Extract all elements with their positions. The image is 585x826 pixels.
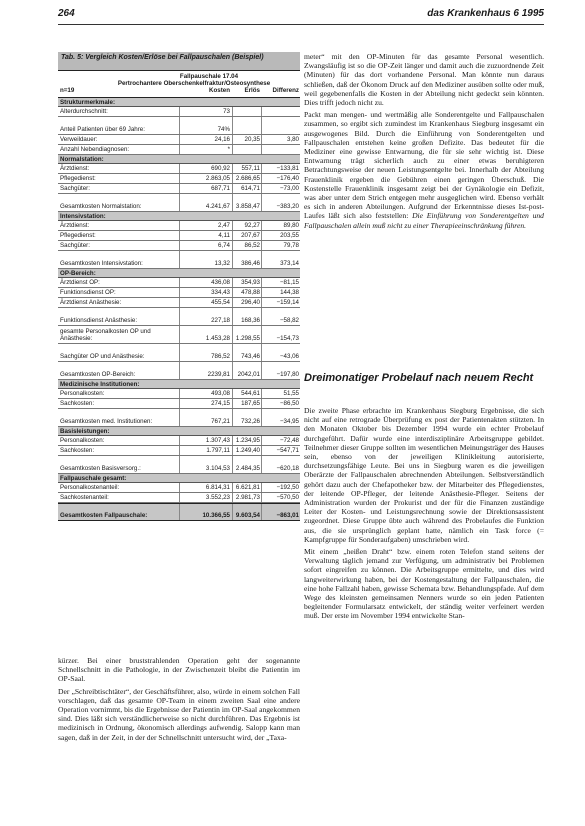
table-row: [58, 117, 300, 135]
cell-kosten: 786,52: [211, 353, 230, 360]
table-row: [58, 308, 300, 326]
right-column-top-text: [304, 52, 544, 233]
row-label: gesamte Personalkosten OP und Anästhesie:: [60, 328, 151, 342]
page-header: [58, 8, 544, 22]
table-row: [58, 409, 300, 427]
table-section-header: Fallpauschale gesamt:: [58, 474, 300, 483]
table-total-row: [58, 503, 300, 521]
table-row: [58, 399, 300, 409]
cell-kosten: 767,21: [211, 418, 230, 425]
cell-erloes: 92,27: [244, 222, 260, 229]
right-column-main-text: [304, 406, 544, 624]
cell-erloes: 6.621,81: [235, 484, 260, 491]
cell-erloes: 478,88: [241, 289, 260, 296]
total-label: Gesamtkosten Fallpauschale:: [60, 512, 148, 519]
cell-differenz: 144,38: [280, 289, 299, 296]
table-row: [58, 174, 300, 184]
row-label: Funktionsdienst Anästhesie:: [60, 317, 138, 324]
table-section-header: Medizinische Institutionen:: [58, 380, 300, 389]
page-number: 264: [58, 8, 75, 19]
cell-differenz: −72,48: [279, 437, 299, 444]
cell-erloes: 187,65: [241, 400, 260, 407]
cell-kosten: 13,32: [214, 260, 230, 267]
cell-erloes: 2.484,35: [235, 465, 260, 472]
paragraph: Mit einem „heißen Draht“ bzw. einem roten Telefon stand seitens der Verwaltung täglich jemand zur Verfügung, um administrativ bei Problemen sofort eingreifen zu können. Die Arbeitsgruppe ermittelte, und dies wird langweiterwirkung haben, bei der Kostengestaltung der Fallpauschalen, die eine hohe Fallzahl haben, gewisse Schemata bzw. Behandlungspfade. Auf dem Wege des kleinsten gemeinsamen Nenners wurde so ein jeden Patienten begleitender Formularsatz entwickelt, der ständig weiter verfeinert werden muß. Der erste im November 1994 entwickelte Stan-: [304, 547, 544, 621]
table-section-header: OP-Bereich:: [58, 269, 300, 278]
table-row: [58, 326, 300, 344]
cell-kosten: 2.863,05: [205, 175, 230, 182]
cell-erloes: 614,71: [241, 185, 260, 192]
row-label: Sachgüter OP und Anästhesie:: [60, 353, 145, 360]
row-label: Gesamtkosten Normalstation:: [60, 203, 142, 210]
table-row: [58, 194, 300, 212]
cell-erloes: 1.234,95: [235, 437, 260, 444]
row-label: Alterdurchschnitt:: [60, 108, 108, 115]
table-column-headers: [58, 87, 300, 95]
cell-differenz: −570,50: [276, 494, 299, 501]
cell-kosten: 2239,81: [207, 371, 230, 378]
cell-differenz: −620,18: [276, 465, 299, 472]
paragraph: meter“ mit den OP-Minuten für das gesamte Personal wesentlich. Zwangsläufig ist so die OP-Zeit länger und damit auch die zuzuordnende Zeit (Minuten) für das dort vorhandene Personal. Man könnte nun daraus schließen, daß der Ökonom Druck auf den Mediziner ausüben sollte oder muß, weil gegebenenfalls die Kosten in der Abteilung nicht gedeckt sein könnten. Dies trifft jedoch nicht zu.: [304, 52, 544, 108]
cell-differenz: −159,14: [276, 299, 299, 306]
row-label: Sachkosten:: [60, 447, 95, 454]
cell-erloes: 3.858,47: [235, 203, 260, 210]
header-rule: [58, 24, 544, 25]
row-label: Pflegedienst:: [60, 232, 96, 239]
table-row: [58, 362, 300, 380]
cost-comparison-table: [58, 52, 300, 521]
table-row: [58, 278, 300, 288]
cell-erloes: 732,26: [241, 418, 260, 425]
table-section-header: Intensivstation:: [58, 212, 300, 221]
cell-differenz: 373,14: [280, 260, 299, 267]
total-differenz: −863,01: [276, 512, 299, 519]
cell-kosten: *: [227, 146, 230, 153]
cell-kosten: 493,08: [211, 390, 230, 397]
cell-erloes: 743,46: [241, 353, 260, 360]
row-label: Pflegedienst:: [60, 175, 96, 182]
cell-kosten: 690,92: [211, 165, 230, 172]
row-label: Gesamtkosten Intensivstation:: [60, 260, 143, 267]
row-label: Ärztdienst Anästhesie:: [60, 299, 122, 306]
paragraph: Die zweite Phase erbrachte im Krankenhaus Siegburg Ergebnisse, die sich nicht auf eine retrograde Überprüfung ex post der Patientenakten stützten. In den Monaten Oktober bis Dezember 1994 wurde ein echter Probelauf durchgeführt. Dafür wurde eine interdisziplinäre Arbeitsgruppe gebildet. Teilnehmer dieser Gruppe sollten im wesentlichen Meinungsträger des Hauses sein, ebenso von der jeweiligen Klinikleitung autorisierte, durchsetzungsfähige Leute. Bei uns in Siegburg waren es die jeweiligen Oberärzte der Fallpauschalen abrechnenden Abteilungen. Selbstverständlich gehört dazu auch der Chefapotheker bzw. der Mitarbeiter des Pflegedienstes, der leitende OP-Pfleger, der leitende Anästhesie-Pfleger. Seitens der Administration wurden der Prokurist und der für die Finanzen zuständige Leiter der Kosten- und Leistungsrechnung sowie der Direktionsassistent zugeordnet. Diese Gruppe übte auch während des Probelaufes die Funktion aus, die sie ursprünglich geplant hatte, nämlich ein Task force (= Kampfgruppe für Sonderaufgaben) umschrieben wird.: [304, 406, 544, 544]
italic-conclusion: Die Einführung von Sonderentgelten und Fallpauschalen allein muß nicht zu einer Therapieeinschränkung führen.: [304, 211, 544, 230]
table-head-line2: Pertrochantere Oberschenkelfraktur/Osteosynthese: [117, 80, 271, 87]
cell-erloes: 2.686,65: [235, 175, 260, 182]
table-row: [58, 184, 300, 194]
cell-differenz: 3,80: [286, 136, 299, 143]
table-row: [58, 241, 300, 251]
cell-kosten: 6.814,31: [205, 484, 230, 491]
table-row: [58, 446, 300, 456]
cell-differenz: −197,80: [276, 371, 299, 378]
cell-differenz: 203,55: [280, 232, 299, 239]
row-label: Personalkosten:: [60, 390, 105, 397]
row-label: Sachkosten:: [60, 400, 95, 407]
cell-kosten: 6,74: [217, 242, 230, 249]
section-heading: Dreimonatiger Probelauf nach neuem Recht: [304, 372, 534, 384]
cell-kosten: 3.552,23: [205, 494, 230, 501]
cell-differenz: −383,20: [276, 203, 299, 210]
cell-differenz: −86,50: [279, 400, 299, 407]
cell-erloes: 557,11: [241, 165, 260, 172]
cell-kosten: 227,18: [211, 317, 230, 324]
cell-erloes: 1.298,55: [235, 335, 260, 342]
col-header-kosten: Kosten: [209, 87, 230, 94]
cell-erloes: 2042,01: [237, 371, 260, 378]
table-row: [58, 164, 300, 174]
cell-kosten: 4,11: [218, 232, 230, 239]
cell-erloes: 544,61: [241, 390, 260, 397]
table-row: [58, 221, 300, 231]
row-label: Anteil Patienten über 69 Jahre:: [60, 126, 145, 133]
cell-kosten: 274,15: [211, 400, 230, 407]
cell-erloes: 296,40: [241, 299, 260, 306]
cell-kosten: 687,71: [211, 185, 230, 192]
row-label: Ärztdienst:: [60, 222, 90, 229]
row-label: Ärztdienst:: [60, 165, 90, 172]
cell-erloes: 1.249,40: [235, 447, 260, 454]
cell-kosten: 3.104,53: [205, 465, 230, 472]
table-row: [58, 344, 300, 362]
table-row: [58, 298, 300, 308]
cell-differenz: −192,50: [276, 484, 299, 491]
row-label: Gesamtkosten med. Institutionen:: [60, 418, 153, 425]
cell-kosten: 24,16: [214, 136, 230, 143]
row-label: Personalkostenanteil:: [60, 484, 120, 491]
table-section-header: Strukturmerkmale:: [58, 98, 300, 107]
cell-erloes: 2.981,73: [235, 494, 260, 501]
paragraph: kürzer. Bei einer bruststrahlenden Operation geht der sogenannte Schnellschnitt in die Pathologie, in der Zwischenzeit bleibt die Patientin im OP-Saal.: [58, 656, 300, 684]
table-row: [58, 288, 300, 298]
cell-differenz: −81,15: [279, 279, 299, 286]
cell-kosten: 4.241,67: [205, 203, 230, 210]
cell-erloes: 207,67: [241, 232, 260, 239]
table-row: [58, 231, 300, 241]
row-label: Funktionsdienst OP:: [60, 289, 116, 296]
cell-erloes: 354,93: [241, 279, 260, 286]
table-head-line1: Fallpauschale 17.04: [179, 73, 239, 80]
cell-differenz: 89,80: [283, 222, 299, 229]
table-row: [58, 389, 300, 399]
total-kosten: 10.366,55: [202, 512, 230, 519]
cell-differenz: −58,82: [279, 317, 299, 324]
cell-erloes: 86,52: [244, 242, 260, 249]
cell-differenz: −34,95: [279, 418, 299, 425]
row-label: Anzahl Nebendiagnosen:: [60, 146, 130, 153]
paragraph-text: Packt man mengen- und wertmäßig alle Sonderentgelte und Fallpauschalen zusammen, so ergibt sich zumindest im Krankenhaus Siegburg insgesamt ein ausgewogenes Bild. Durch die Einführung von Sonderentgelten und Fallpauschalen entstehen keine großen Defizite. Das bedeutet für die Mediziner eine gewisse Entwarnung, die für sie sehr wichtig ist. Diese Entwarnung trägt sicherlich auch zu einer etwas beruhigteren Betrachtungsweise der neuen Leistungsentgelte bei. Innerhalb der Abteilung Frauenklinik ergeben die Gebühren einen geringen Überschuß. Die Kostenstelle Frauenklinik insgesamt zeigt bei der Gynäkologie ein Defizit, was aber unter dem Strich entgegen mehr ausgeglichen wird. Ebenso verhält es sich in anderen Abteilungen. Aufgrund der Erkenntnisse dieses Ist-post-Laufes läßt sich also feststellen:: [304, 110, 544, 221]
table-section-header: Normalstation:: [58, 155, 300, 164]
cell-differenz: 51,55: [283, 390, 299, 397]
col-header-n: n=19: [60, 87, 75, 94]
row-label: Gesamtkosten Basisversorg.:: [60, 465, 141, 472]
table-title: Tab. 5: Vergleich Kosten/Erlöse bei Fallpauschalen (Beispiel): [58, 52, 300, 70]
table-row: [58, 483, 300, 493]
col-header-erloes: Erlös: [244, 87, 260, 94]
cell-differenz: −73,00: [279, 185, 299, 192]
cell-erloes: 386,46: [241, 260, 260, 267]
cell-kosten: 2,47: [217, 222, 230, 229]
cell-differenz: −547,71: [276, 447, 299, 454]
col-header-differenz: Differenz: [272, 87, 299, 94]
table-row: [58, 456, 300, 474]
cell-kosten: 74%: [217, 126, 230, 133]
row-label: Sachgüter:: [60, 185, 90, 192]
cell-kosten: 1.797,11: [206, 447, 230, 454]
cell-differenz: −133,81: [276, 165, 299, 172]
cell-kosten: 73: [223, 108, 230, 115]
cell-kosten: 334,43: [211, 289, 230, 296]
row-label: Personalkosten:: [60, 437, 105, 444]
total-erloes: 9.603,54: [235, 512, 260, 519]
cell-kosten: 1.453,28: [205, 335, 230, 342]
row-label: Sachgüter:: [60, 242, 90, 249]
cell-kosten: 1.307,43: [205, 437, 230, 444]
row-label: Gesamtkosten OP-Bereich:: [60, 371, 136, 378]
table-row: [58, 135, 300, 145]
table-row: [58, 436, 300, 446]
table-section-header: Basisleistungen:: [58, 427, 300, 436]
table-row: [58, 251, 300, 269]
cell-kosten: 436,08: [211, 279, 230, 286]
cell-differenz: 79,78: [283, 242, 299, 249]
paragraph: [304, 110, 544, 230]
cell-kosten: 455,54: [211, 299, 230, 306]
cell-erloes: 168,36: [241, 317, 260, 324]
table-row: [58, 493, 300, 503]
row-label: Verweildauer:: [60, 136, 98, 143]
row-label: Ärztdienst OP:: [60, 279, 100, 286]
table-row: [58, 107, 300, 117]
row-label: Sachkostenanteil:: [60, 494, 109, 501]
cell-differenz: −176,40: [276, 175, 299, 182]
table-row: [58, 145, 300, 155]
paragraph: Der „Schreibtischtäter“, der Geschäftsführer, also, würde in einem solchen Fall vorschlagen, daß das gesamte OP-Team in einem zweiten Saal eine andere Operation vornimmt, bis die Ergebnisse der Patientin im OP-Saal angekommen sind. Dies läßt sich verständlicherweise so nicht durchführen. Das Ergebnis ist medizinisch in Ordnung, ökonomisch allerdings aufwendig. Salopp kann man sagen, daß in der Zeit, in der der Schnellschnitt untersucht wird, der „Taxa-: [58, 686, 300, 742]
cell-differenz: −43,06: [279, 353, 299, 360]
table-body: [58, 98, 300, 503]
left-column-text: [58, 656, 300, 745]
cell-erloes: 20,35: [244, 136, 260, 143]
journal-title: das Krankenhaus 6 1995: [427, 8, 544, 19]
cell-differenz: −154,73: [276, 335, 299, 342]
table-header: [58, 70, 300, 98]
